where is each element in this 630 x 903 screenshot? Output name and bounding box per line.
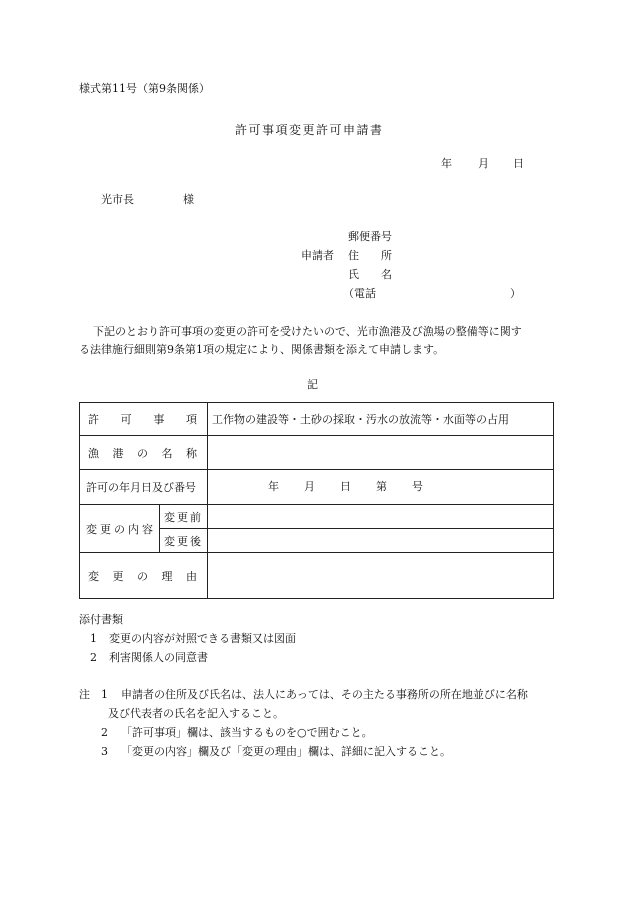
body-text-line2: る法律施行細則第9条第1項の規定により、関係書類を添えて申請します。 [79, 343, 445, 356]
note-1-number: 1 [101, 688, 108, 701]
permit-date-number-label: 許可の年月日及び番号 [80, 470, 208, 505]
date-day-label: 日 [513, 157, 524, 170]
address-label: 住 所 [348, 249, 392, 262]
permit-no-prefix: 第 [376, 480, 387, 493]
row-change-reason [80, 553, 554, 599]
row-permit-matters [80, 403, 554, 436]
permit-date-number-field[interactable] [208, 470, 554, 505]
row-permit-date-number [80, 470, 554, 505]
note-1-line2: 及び代表者の氏名を記入すること。 [108, 707, 284, 720]
note-3-text: 「変更の内容」欄及び「変更の理由」欄は、詳細に記入すること。 [121, 745, 451, 758]
addressee-name: 光市長 [101, 193, 134, 206]
body-text-line1: 下記のとおり許可事項の変更の許可を受けたいので、光市漁港及び漁場の整備等に関す [93, 325, 522, 338]
change-after-field[interactable] [208, 529, 554, 553]
application-form-table [79, 402, 554, 599]
permit-matters-value[interactable]: 工作物の建設等・土砂の採取・汚水の放流等・水面等の占用 [208, 403, 554, 436]
label-char: 項 [185, 413, 197, 426]
label-char: 更 [112, 569, 124, 583]
change-before-label: 変更前 [160, 505, 208, 529]
note-3-number: 3 [101, 745, 108, 758]
label-char: 港 [112, 446, 124, 460]
change-reason-label [80, 553, 208, 599]
change-after-label: 変更後 [160, 529, 208, 553]
label-char: 事 [153, 413, 165, 426]
phone-label: （電話 [343, 287, 376, 300]
name-label: 氏 名 [348, 268, 392, 281]
change-before-field[interactable] [208, 505, 554, 529]
date-year-label: 年 [441, 157, 452, 170]
label-char: 可 [120, 413, 132, 426]
label-char: 称 [186, 446, 197, 460]
permit-no-suffix: 号 [412, 480, 423, 493]
label-char: の [137, 446, 148, 460]
permit-year-label: 年 [268, 480, 279, 493]
attachment-2-text: 利害関係人の同意書 [109, 651, 208, 664]
note-2-text: 「許可事項」欄は、該当するものを○で囲むこと。 [121, 726, 373, 739]
document-title: 許可事項変更許可申請書 [235, 123, 384, 137]
port-name-label [80, 436, 208, 470]
attachment-2-number: 2 [90, 651, 97, 664]
note-1-line1: 申請者の住所及び氏名は、法人にあっては、その主たる事務所の所在地並びに名称 [121, 688, 528, 701]
label-char: 名 [161, 446, 173, 460]
date-month-label: 月 [478, 157, 489, 170]
label-char: 漁 [88, 446, 99, 460]
permit-month-label: 月 [304, 480, 315, 493]
permit-matters-label [80, 403, 208, 436]
attachment-1-text: 変更の内容が対照できる書類又は図面 [109, 632, 296, 645]
change-content-label [80, 505, 160, 553]
attachments-heading: 添付書類 [79, 613, 123, 626]
form-number: 様式第11号（第9条関係） [79, 82, 210, 95]
label-char: 許 [88, 413, 99, 426]
note-2-number: 2 [101, 726, 108, 739]
applicant-label: 申請者 [301, 249, 334, 262]
port-name-field[interactable] [208, 436, 554, 470]
change-content-text: 変更の内容 [86, 522, 156, 536]
change-reason-field[interactable] [208, 553, 554, 599]
permit-day-label: 日 [340, 480, 351, 493]
phone-close-paren: ） [510, 287, 521, 300]
addressee-honorific: 様 [183, 193, 194, 206]
row-change-before [80, 505, 554, 529]
postal-code-label: 郵便番号 [348, 230, 392, 243]
label-char: 由 [186, 569, 197, 583]
row-port-name [80, 436, 554, 470]
label-char: 理 [161, 569, 173, 583]
attachment-1-number: 1 [90, 632, 97, 645]
label-char: の [137, 569, 148, 583]
notes-label: 注 [79, 688, 90, 701]
label-char: 変 [88, 569, 99, 583]
ki-heading: 記 [307, 378, 318, 391]
